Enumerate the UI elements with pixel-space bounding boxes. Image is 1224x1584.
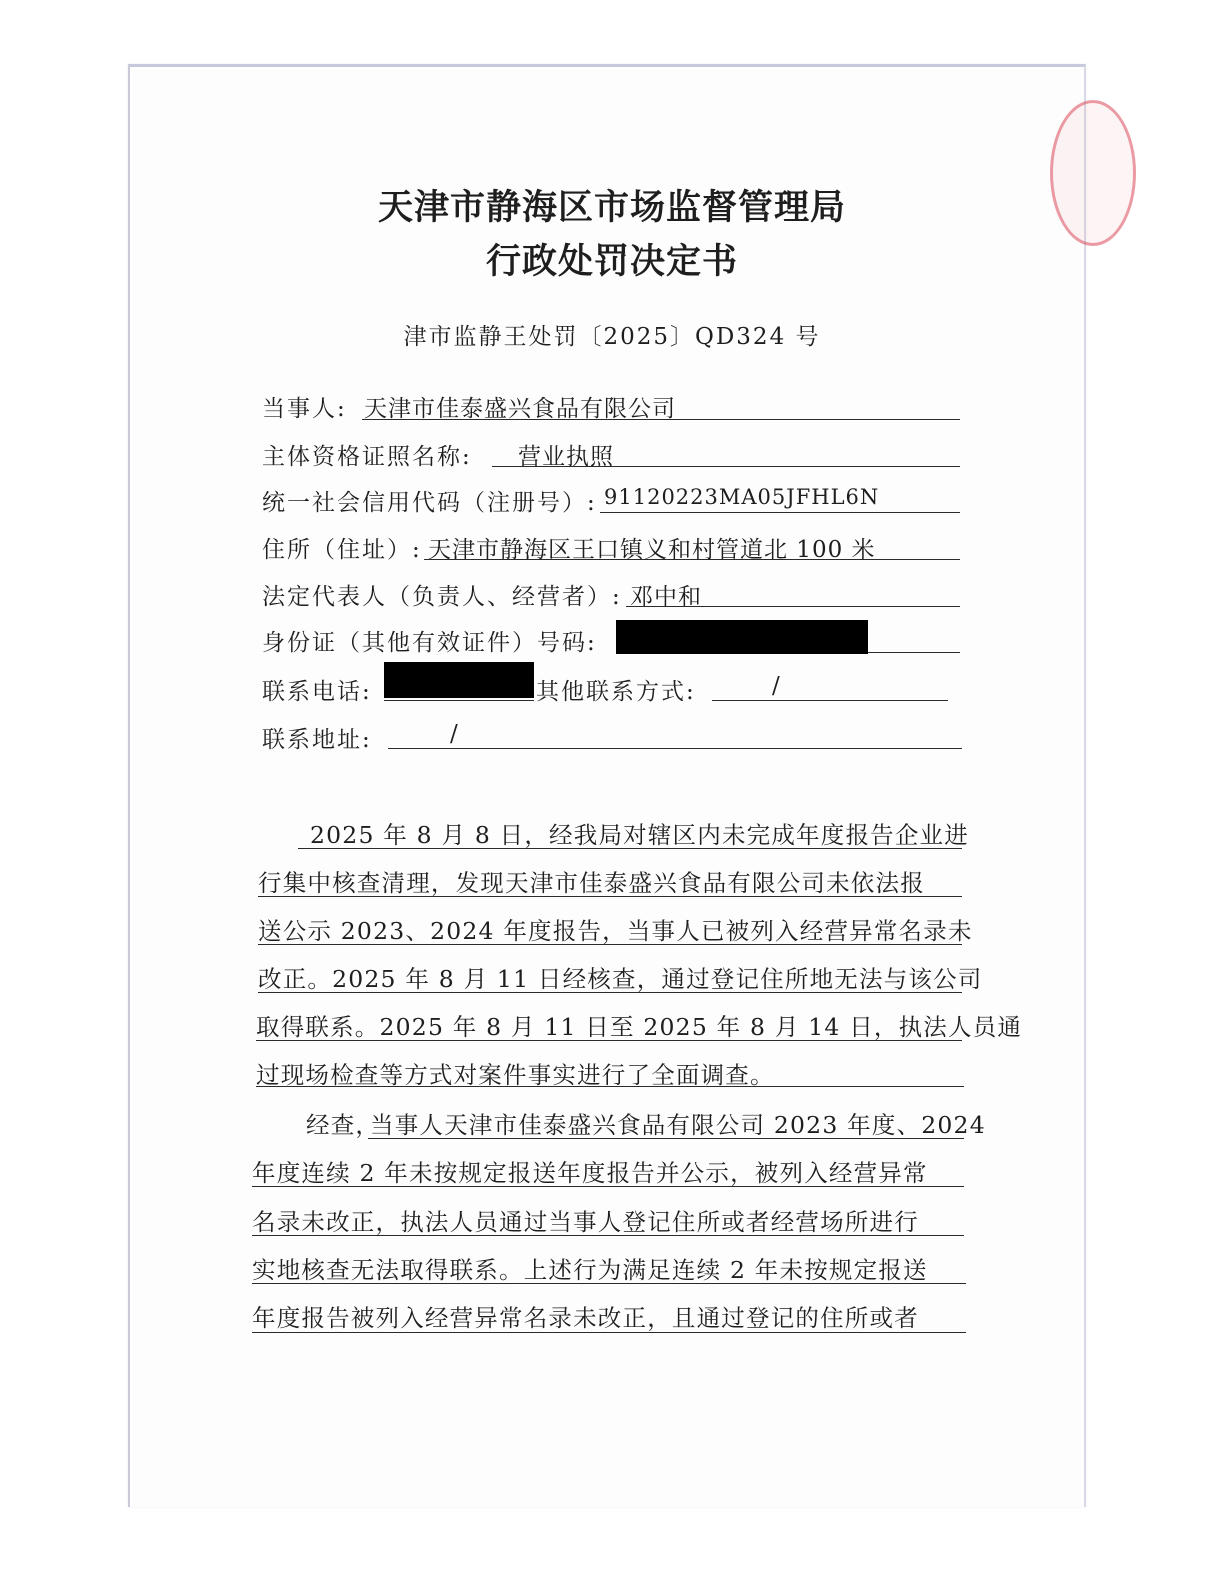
body-p2-rule-2 [252,1186,964,1187]
party-value: 天津市佳泰盛兴食品有限公司 [364,396,676,422]
body-p1-line-4: 改正。2025 年 8 月 11 日经核查，通过登记住所地无法与该公司 [258,965,983,993]
body-p2-rule-1 [368,1138,964,1139]
legal-rep-label: 法定代表人（负责人、经营者）: [262,584,622,610]
body-p1-rule-1 [298,848,962,849]
body-p1-rule-2 [258,896,962,897]
body-p2-line-1: 当事人天津市佳泰盛兴食品有限公司 2023 年度、2024 [370,1111,986,1139]
other-contact-label: 其他联系方式: [536,679,696,705]
body-p1-rule-5 [256,1040,962,1041]
phone-underline [384,700,534,701]
legal-rep-value: 邓中和 [630,584,702,610]
body-p1-line-1: 2025 年 8 月 8 日，经我局对辖区内未完成年度报告企业进 [310,821,969,849]
contact-address-label: 联系地址: [262,727,372,753]
contact-address-underline [388,748,962,749]
license-value: 营业执照 [518,444,614,470]
body-p1-line-3: 送公示 2023、2024 年度报告，当事人已被列入经营异常名录未 [258,917,973,945]
phone-redaction [384,662,534,698]
body-p1-rule-3 [258,944,962,945]
body-p1-rule-6 [256,1086,964,1087]
body-p2-rule-5 [252,1332,966,1333]
id-number-label: 身份证（其他有效证件）号码: [262,630,597,656]
id-number-redaction [616,620,868,654]
body-p2-line-2: 年度连续 2 年未按规定报送年度报告并公示，被列入经营异常 [252,1159,928,1187]
body-p2-line-5: 年度报告被列入经营异常名录未改正，且通过登记的住所或者 [252,1304,919,1332]
body-p1-rule-4 [258,992,962,993]
other-contact-underline [712,700,948,701]
body-p2-line-3: 名录未改正，执法人员通过当事人登记住所或者经营场所进行 [252,1208,919,1236]
document-number: 津市监静王处罚〔2025〕QD324 号 [403,324,821,350]
party-label: 当事人: [262,396,347,422]
body-p2-lead: 经查， [306,1111,381,1139]
phone-label: 联系电话: [262,679,372,705]
body-p2-rule-3 [252,1235,964,1236]
body-p1-line-5: 取得联系。2025 年 8 月 11 日至 2025 年 8 月 14 日，执法人员通 [256,1013,1023,1041]
credit-code-value: 91120223MA05JFHL6N [604,485,880,509]
address-label: 住所（住址）: [262,537,422,563]
document-subtitle: 行政处罚决定书 [485,241,738,282]
address-value: 天津市静海区王口镇义和村管道北 100 米 [428,537,876,563]
credit-code-underline [600,512,960,513]
body-p2-rule-4 [252,1283,966,1284]
other-contact-value: / [772,673,781,699]
body-p2-line-4: 实地核查无法取得联系。上述行为满足连续 2 年未按规定报送 [252,1256,928,1284]
document-title: 天津市静海区市场监督管理局 [377,187,846,228]
body-p1-line-2: 行集中核查清理，发现天津市佳泰盛兴食品有限公司未依法报 [258,869,925,897]
contact-address-value: / [450,721,459,747]
license-label: 主体资格证照名称: [262,444,472,470]
credit-code-label: 统一社会信用代码（注册号）: [262,490,597,516]
body-p1-line-6: 过现场检查等方式对案件事实进行了全面调查。 [256,1061,775,1089]
